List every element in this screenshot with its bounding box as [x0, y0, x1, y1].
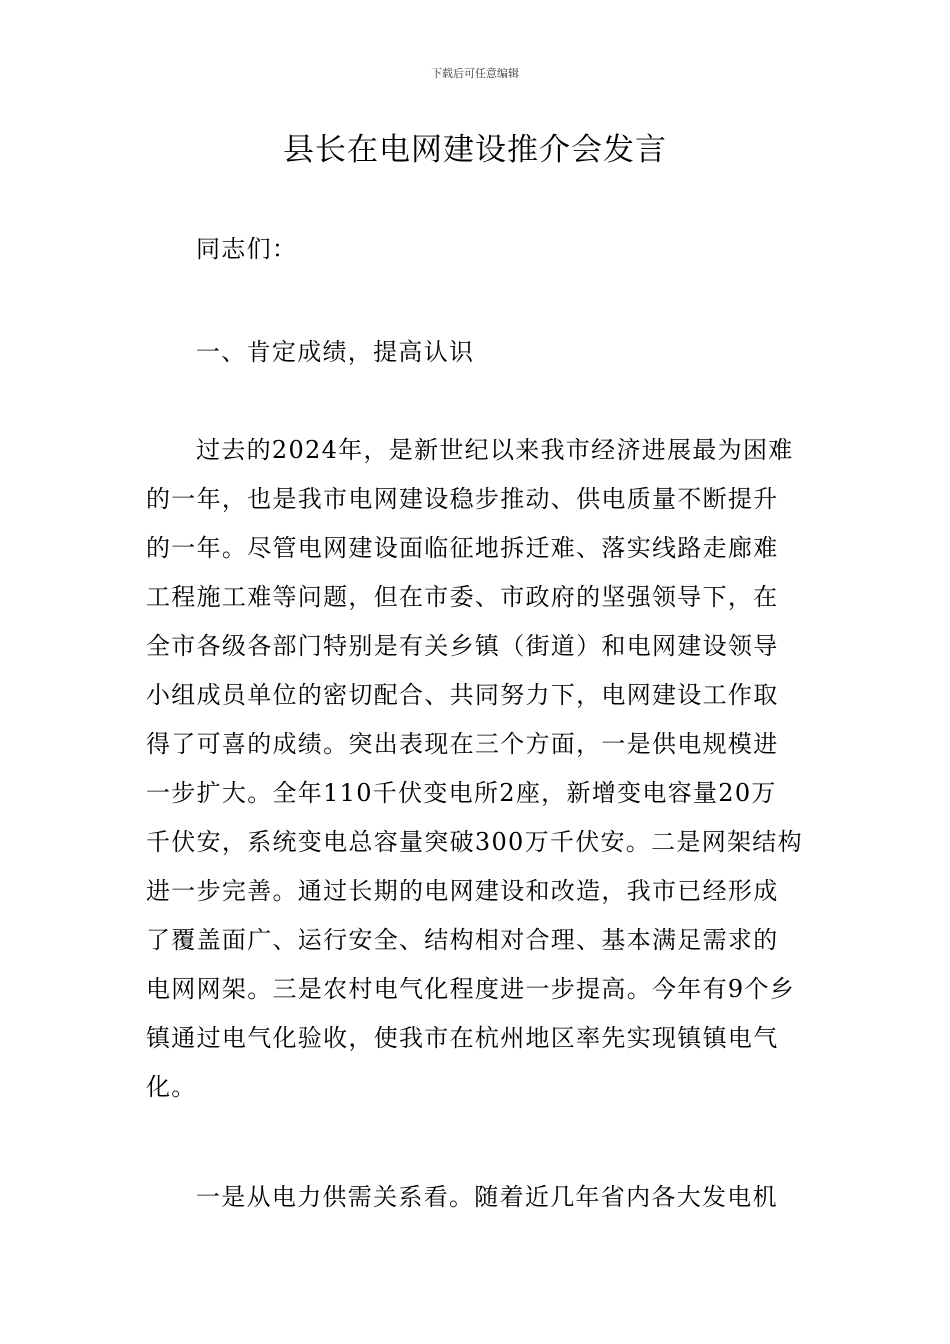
paragraph-2 [146, 1173, 808, 1222]
paragraph-line: 工程施工难等问题，但在市委、市政府的坚强领导下，在 [146, 583, 779, 611]
paragraph-1 [146, 426, 808, 1112]
paragraph-line: 的一年，也是我市电网建设稳步推动、供电质量不断提升 [146, 485, 779, 513]
paragraph-line: 化。 [146, 1073, 197, 1101]
paragraph-line: 镇通过电气化验收，使我市在杭州地区率先实现镇镇电气 [146, 1024, 779, 1052]
salutation: 同志们： [196, 235, 298, 263]
paragraph-line: 进一步完善。通过长期的电网建设和改造，我市已经形成 [146, 877, 779, 905]
paragraph-line: 的一年。尽管电网建设面临征地拆迁难、落实线路走廊难 [146, 534, 779, 562]
paragraph-line: 得了可喜的成绩。突出表现在三个方面，一是供电规模进 [146, 730, 779, 758]
paragraph-line: 千伏安，系统变电总容量突破300万千伏安。二是网架结构 [146, 828, 803, 856]
paragraph-line: 了覆盖面广、运行安全、结构相对合理、基本满足需求的 [146, 926, 779, 954]
paragraph-line: 过去的2024年，是新世纪以来我市经济进展最为困难 [196, 436, 794, 464]
paragraph-line: 电网网架。三是农村电气化程度进一步提高。今年有9个乡 [146, 975, 796, 1003]
header-note: 下载后可任意编辑 [431, 67, 519, 80]
paragraph-line: 一是从电力供需关系看。随着近几年省内各大发电机 [196, 1183, 778, 1211]
section-heading: 一、肯定成绩，提高认识 [196, 338, 475, 366]
document-title: 县长在电网建设推介会发言 [283, 132, 667, 168]
paragraph-line: 全市各级各部门特别是有关乡镇（街道）和电网建设领导 [146, 632, 779, 660]
paragraph-line: 一步扩大。全年110千伏变电所2座，新增变电容量20万 [146, 779, 777, 807]
paragraph-line: 小组成员单位的密切配合、共同努力下，电网建设工作取 [146, 681, 779, 709]
